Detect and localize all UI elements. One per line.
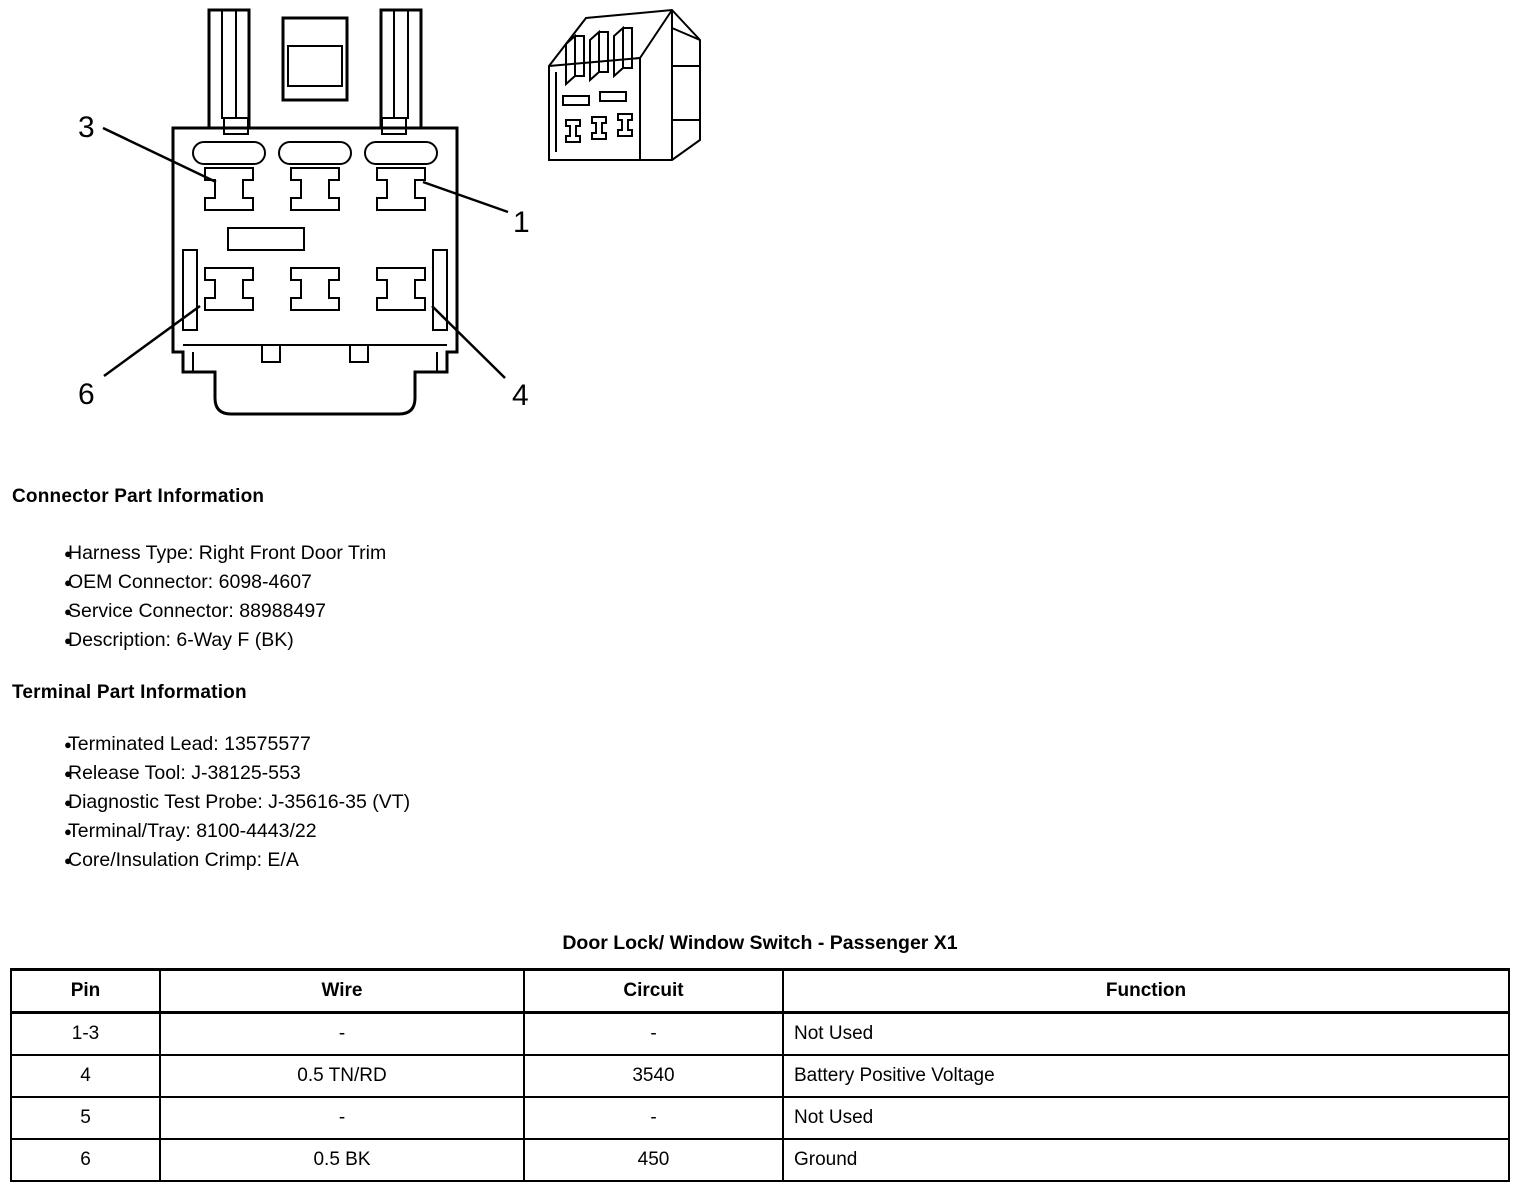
cell-circuit: 3540: [524, 1055, 783, 1097]
connector-side-view: [549, 10, 700, 160]
callout-1: 1: [513, 206, 530, 239]
pin-table: [10, 968, 1510, 1182]
list-item: ● Service Connector: 88988497: [40, 597, 386, 626]
column-header-circuit: Circuit: [524, 970, 783, 1013]
connector-part-information-list: [40, 539, 386, 655]
column-header-wire: Wire: [160, 970, 524, 1013]
column-header-function: Function: [783, 970, 1509, 1013]
list-item: ● OEM Connector: 6098-4607: [40, 568, 386, 597]
cell-wire: -: [160, 1013, 524, 1056]
cell-pin: 6: [11, 1139, 160, 1181]
callout-3: 3: [78, 111, 95, 144]
cell-circuit: -: [524, 1013, 783, 1056]
connector-part-information-heading: Connector Part Information: [12, 486, 265, 507]
list-item: ● Terminated Lead: 13575577: [40, 730, 410, 759]
callout-4: 4: [512, 379, 529, 412]
cell-circuit: 450: [524, 1139, 783, 1181]
column-header-pin: Pin: [11, 970, 160, 1013]
cell-function: Not Used: [783, 1013, 1509, 1056]
cell-wire: 0.5 TN/RD: [160, 1055, 524, 1097]
list-item: ● Release Tool: J-38125-553: [40, 759, 410, 788]
cell-function: Not Used: [783, 1097, 1509, 1139]
list-item: ● Core/Insulation Crimp: E/A: [40, 846, 410, 875]
terminal-part-information-heading: Terminal Part Information: [12, 682, 247, 703]
cell-wire: 0.5 BK: [160, 1139, 524, 1181]
table-row: [11, 1139, 1509, 1181]
pin-table-title: Door Lock/ Window Switch - Passenger X1: [562, 932, 958, 954]
cell-pin: 1-3: [11, 1013, 160, 1056]
table-row: [11, 1013, 1509, 1056]
callout-6: 6: [78, 378, 95, 411]
list-item: ● Terminal/Tray: 8100-4443/22: [40, 817, 410, 846]
cell-pin: 5: [11, 1097, 160, 1139]
connector-diagram: [0, 0, 1520, 460]
cell-function: Battery Positive Voltage: [783, 1055, 1509, 1097]
cell-circuit: -: [524, 1097, 783, 1139]
cell-pin: 4: [11, 1055, 160, 1097]
cell-function: Ground: [783, 1139, 1509, 1181]
list-item: ● Description: 6-Way F (BK): [40, 626, 386, 655]
table-header-row: [11, 970, 1509, 1013]
cell-wire: -: [160, 1097, 524, 1139]
table-row: [11, 1097, 1509, 1139]
list-item: ● Diagnostic Test Probe: J-35616-35 (VT): [40, 788, 410, 817]
terminal-part-information-list: [40, 730, 410, 875]
list-item: ● Harness Type: Right Front Door Trim: [40, 539, 386, 568]
connector-front-view: [173, 10, 457, 414]
table-row: [11, 1055, 1509, 1097]
